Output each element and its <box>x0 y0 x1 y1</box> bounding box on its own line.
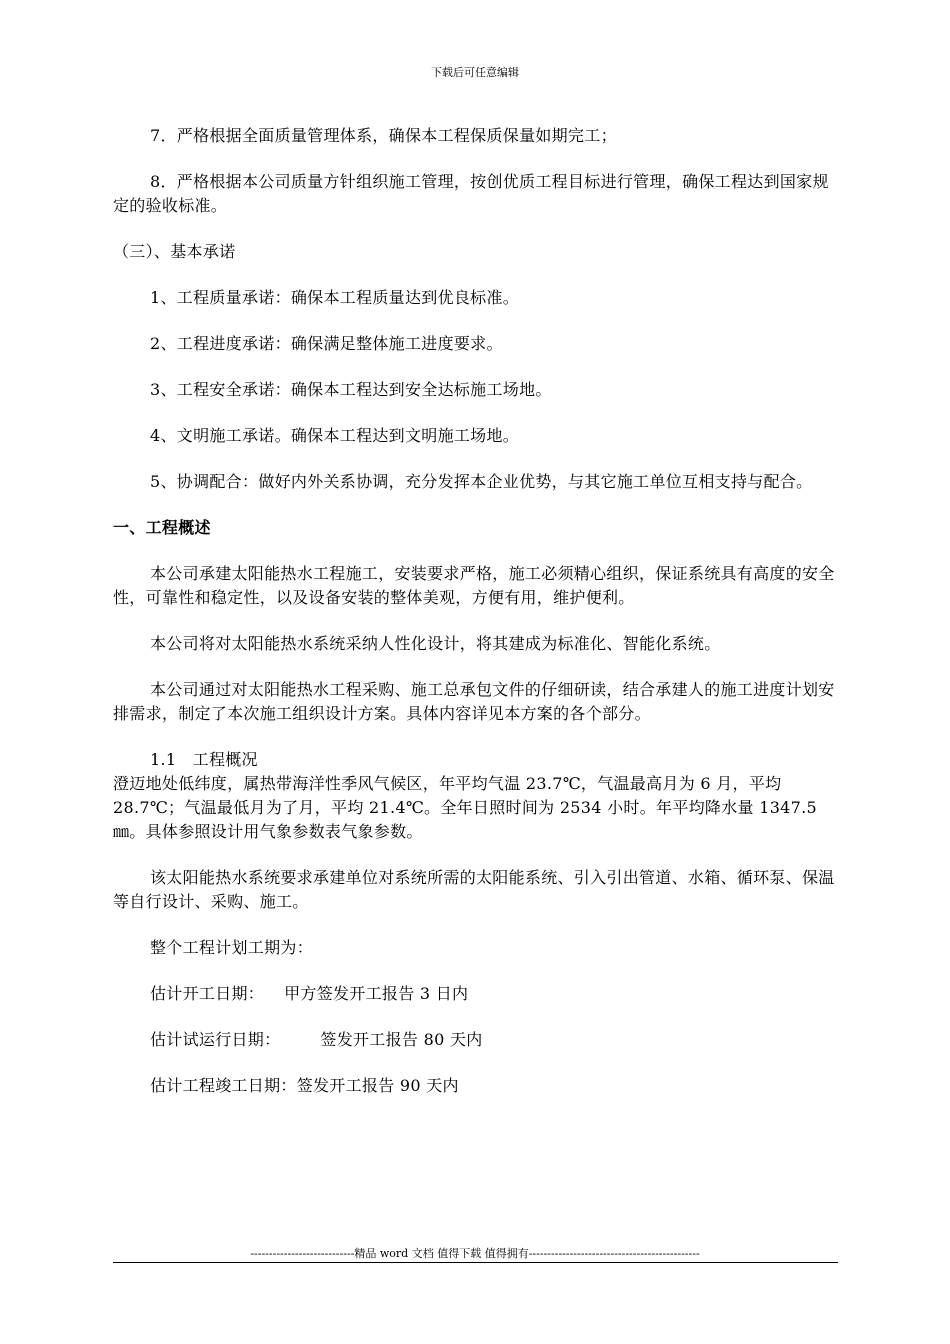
footer-divider <box>113 1262 838 1263</box>
subsection-1-1-title: 1.1 工程概况 <box>150 750 258 769</box>
paragraph-item-7: 7．严格根据全面质量管理体系，确保本工程保质保量如期完工； <box>150 126 617 145</box>
commitment-5: 5、协调配合：做好内外关系协调，充分发挥本企业优势，与其它施工单位互相支持与配合。 <box>150 472 813 491</box>
schedule-finish <box>113 1074 838 1098</box>
schedule-finish-label: 估计工程竣工日期： <box>150 1076 297 1095</box>
commitment-1: 1、工程质量承诺：确保本工程质量达到优良标准。 <box>150 288 520 307</box>
overview-paragraph-2: 本公司将对太阳能热水系统采纳人性化设计，将其建成为标准化、智能化系统。 <box>150 634 721 653</box>
overview-paragraph-1: 本公司承建太阳能热水工程施工，安装要求严格，施工必须精心组织，保证系统具有高度的安全性，可靠性和稳定性，以及设备安装的整体美观，方便有用，维护便利。 <box>113 564 835 607</box>
schedule-start-value: 甲方签发开工报告 3 日内 <box>284 984 469 1003</box>
section-3-title: （三）、基本承诺 <box>113 242 236 261</box>
overview-paragraph-4: 该太阳能热水系统要求承建单位对系统所需的太阳能系统、引入引出管道、水箱、循环泵、保温等自行设计、采购、施工。 <box>113 868 835 911</box>
schedule-finish-value: 签发开工报告 90 天内 <box>296 1076 459 1095</box>
document-body <box>113 124 838 1120</box>
schedule-start <box>113 982 838 1006</box>
schedule-trial-value: 签发开工报告 80 天内 <box>320 1030 483 1049</box>
commitment-3: 3、工程安全承诺：确保本工程达到安全达标施工场地。 <box>150 380 552 399</box>
schedule-start-label: 估计开工日期： <box>150 984 265 1003</box>
section-heading-overview: 一、工程概述 <box>113 518 211 537</box>
commitment-2: 2、工程进度承诺：确保满足整体施工进度要求。 <box>150 334 503 353</box>
page-footer-note: ----------------------------精品 word 文档 值得下载 值得拥有---------------------------------------------- <box>250 1247 700 1260</box>
subsection-1-1-body: 澄迈地处低纬度，属热带海洋性季风气候区，年平均气温 23.7℃，气温最高月为 6 月，平均 28.7℃；气温最低月为了月，平均 21.4℃。全年日照时间为 2534 小时。年平均降水量 1347.5㎜。具体参照设计用气象参数表气象参数。 <box>113 774 817 841</box>
page-header-note: 下载后可任意编辑 <box>431 66 519 79</box>
overview-paragraph-3: 本公司通过对太阳能热水工程采购、施工总承包文件的仔细研读，结合承建人的施工进度计划安排需求，制定了本次施工组织设计方案。具体内容详见本方案的各个部分。 <box>113 680 835 723</box>
paragraph-item-8: 8．严格根据本公司质量方针组织施工管理，按创优质工程目标进行管理，确保工程达到国家规定的验收标准。 <box>113 172 829 215</box>
schedule-trial-label: 估计试运行日期： <box>150 1030 281 1049</box>
commitment-4: 4、文明施工承诺。确保本工程达到文明施工场地。 <box>150 426 520 445</box>
schedule-trial <box>113 1028 838 1052</box>
schedule-intro: 整个工程计划工期为： <box>150 938 314 957</box>
